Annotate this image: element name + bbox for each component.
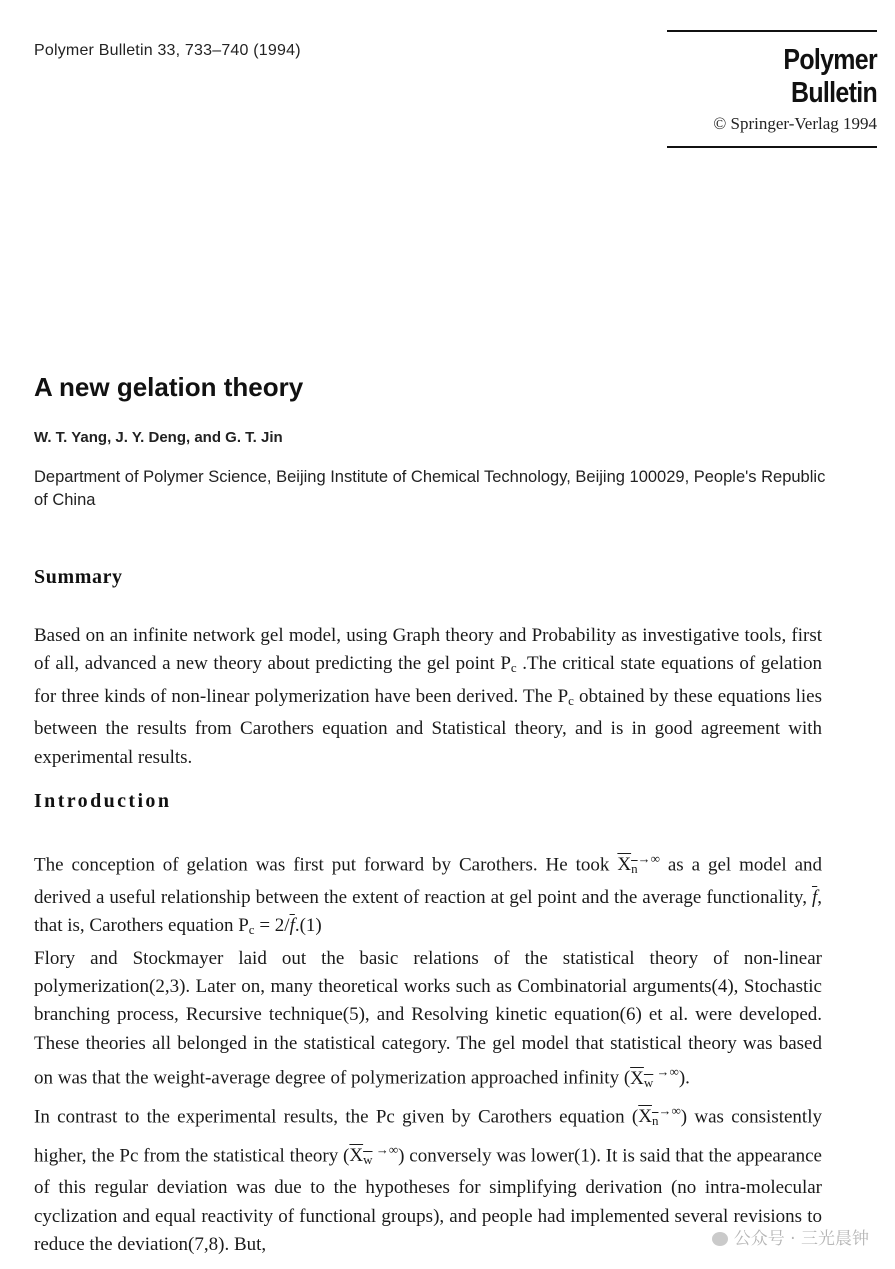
introduction-body: [34, 845, 822, 1260]
article-title: A new gelation theory: [34, 372, 304, 402]
journal-reference: Polymer Bulletin 33, 733–740 (1994): [34, 42, 301, 59]
summary-paragraph: Based on an infinite network gel model, using Graph theory and Probability as investigative tools, first of all, advanced a new theory about predicting the gel point $P_c$ .The critical state equations of gelation for three kinds of non-linear polymerization have been derived. The $P_c$ obtained by these equations lies between the results from Carothers equation and Statistical theory, and is in good agreement with experimental results.: [34, 625, 823, 768]
wechat-icon: [712, 1232, 728, 1246]
copyright-line: © Springer-Verlag 1994: [713, 114, 877, 133]
affiliation: Department of Polymer Science, Beijing Institute of Chemical Technology, Beijing 100029, People's Republic of China: [34, 468, 826, 509]
intro-paragraph-3: In contrast to the experimental results, the Pc given by Carothers equation $(X_n^{\to\infty})$ was consistently higher, the Pc from the statistical theory ($X_w$ →∞) conversely was lower(1). It is said that the appearance of this regular deviation was due to the hypotheses for simplifying derivation (no intra-molecular cyclization and equal reactivity of functional groups), and people had implemented several revisions to reduce the deviation(7,8). But,: [34, 1102, 822, 1256]
introduction-heading: Introduction: [34, 790, 172, 812]
summary-heading: Summary: [34, 566, 123, 588]
intro-paragraph-2: Flory and Stockmayer laid out the basic relations of the statistical theory of non-linear polymerization(2,3). Later on, many theoretical works such as Combinatorial arguments(4), Stochastic branching process, Recursive technique(5), and Resolving kinetic equation(6) et al. were developed. These theories all belonged in the statistical category. The gel model that statistical theory was based on was that the weight-average degree of polymerization approached infinity ($X_w$ →∞).: [34, 947, 822, 1090]
intro-paragraph-1: The conception of gelation was first put forward by Carothers. He took $X_n^{\to\infty}$ as a gel model and derived a useful relationship between the extent of reaction at gel point and the average functionality, $\overline{f}$, that is, Carothers equation $P_c = 2/\overline{f}.(1)$: [34, 851, 823, 938]
author-list: W. T. Yang, J. Y. Deng, and G. T. Jin: [34, 429, 283, 446]
watermark: 公众号 · 三光晨钟: [712, 1224, 869, 1249]
journal-logo: Polymer Bulletin: [783, 44, 877, 109]
journal-brand-block: [667, 30, 877, 148]
